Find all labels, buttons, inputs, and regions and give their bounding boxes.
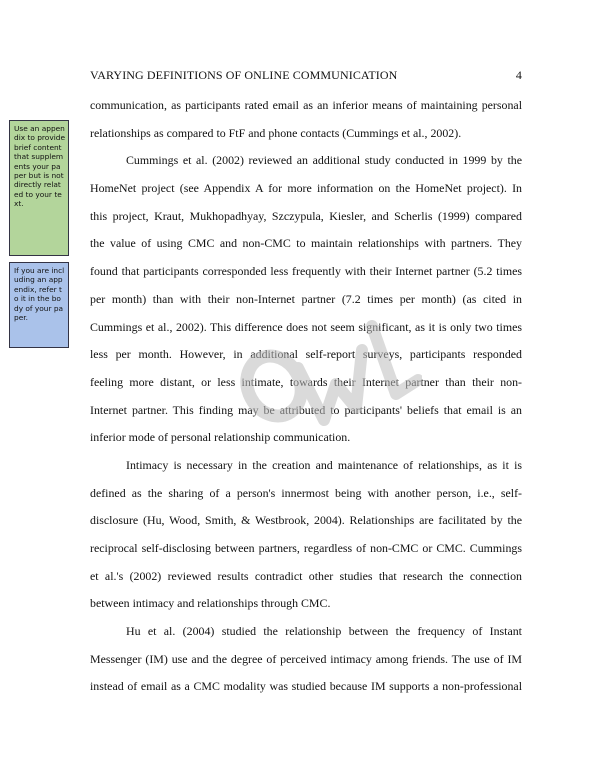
body-line: Cummings et al. (2002) reviewed an additional study conducted in 1999 by the: [126, 153, 522, 168]
body-line: the value of using CMC and non-CMC to maintain relationships with partners. They: [90, 236, 522, 251]
body-line: Cummings et al., 2002). This difference does not seem significant, as it is only two times: [90, 319, 522, 334]
body-line: found that participants corresponded less frequently with their Internet partner (5.2 times: [90, 264, 522, 279]
body-line: HomeNet project (see Appendix A for more information on the HomeNet project). In: [90, 181, 522, 196]
margin-note-text: If you are including an appendix, refer to it in the body of your paper.: [14, 266, 65, 323]
running-head-title: VARYING DEFINITIONS OF ONLINE COMMUNICATION: [90, 68, 398, 82]
body-line: less per month. However, in additional self-report surveys, participants responded: [90, 347, 522, 362]
page-number: 4: [515, 68, 522, 82]
body-line: relationships as compared to FtF and phone contacts (Cummings et al., 2002).: [90, 125, 462, 140]
body-line: disclosure (Hu, Wood, Smith, & Westbrook, 2004). Relationships are facilitated by the: [90, 513, 522, 528]
body-line: Intimacy is necessary in the creation and maintenance of relationships, as it is: [126, 457, 522, 472]
body-line: inferior mode of personal relationship communication.: [90, 430, 351, 445]
body-line: Messenger (IM) use and the degree of perceived intimacy among friends. The use of IM: [90, 651, 522, 666]
body-line: reciprocal self-disclosing between partners, regardless of non-CMC or CMC. Cummings: [90, 541, 522, 555]
margin-note-text: Use an appendix to provide brief content that supplements your paper but is not directly related to your text.: [14, 124, 65, 209]
body-line: Internet partner. This finding may be attributed to participants' beliefs that email is an: [90, 402, 522, 417]
body-line: this project, Kraut, Mukhopadhyay, Szczypula, Kiesler, and Scherlis (1999) compared: [90, 208, 522, 223]
margin-note-appendix-supplement: [9, 120, 69, 256]
body-line: Hu et al. (2004) studied the relationship between the frequency of Instant: [126, 624, 522, 639]
body-line: between intimacy and relationships through CMC.: [90, 596, 331, 611]
body-line: instead of email as a CMC modality was studied because IM supports a non-professional: [90, 679, 522, 694]
margin-note-appendix-reference: [9, 262, 69, 348]
running-head: [90, 68, 522, 83]
body-line: communication, as participants rated email as an inferior means of maintaining personal: [90, 98, 522, 112]
body-line: et al.'s (2002) reviewed results contradict other studies that research the connection: [90, 568, 522, 583]
body-line: defined as the sharing of a person's innermost being with another person, i.e., self-: [90, 485, 522, 500]
body-line: feeling more distant, or less intimate, towards their Internet partner than their non-: [90, 374, 522, 389]
body-line: per month) than with their non-Internet partner (7.2 times per month) (as cited in: [90, 291, 522, 306]
body-text: [90, 92, 522, 701]
